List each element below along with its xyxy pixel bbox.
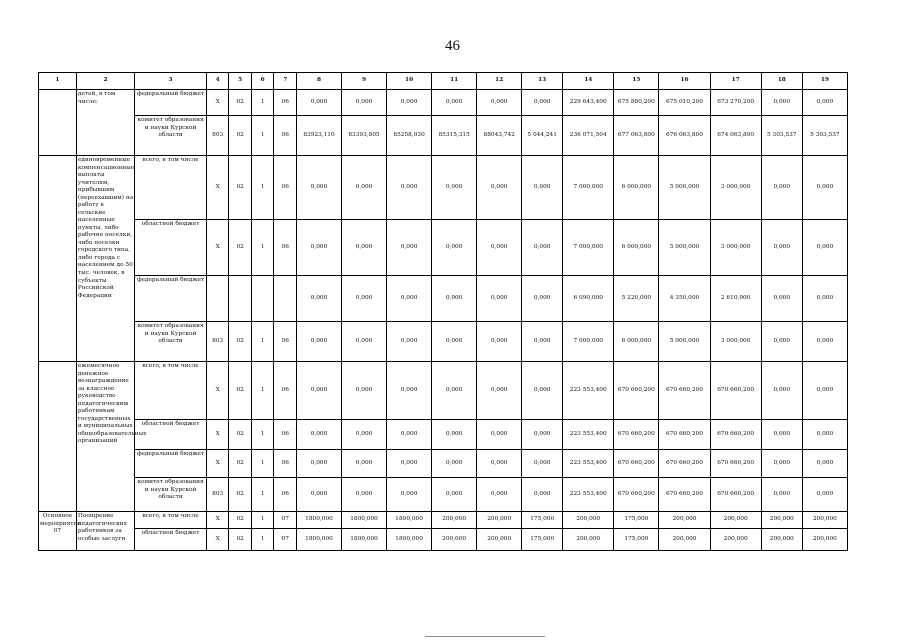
value-cell: 0,000: [761, 420, 802, 450]
value-cell: 6 000,000: [614, 220, 659, 276]
table-row: [39, 156, 848, 220]
value-cell: 7 000,000: [563, 322, 614, 362]
value-cell: 200,000: [432, 529, 477, 551]
value-cell: 200,000: [477, 529, 522, 551]
value-cell: 07: [274, 512, 297, 529]
value-cell: 200,000: [659, 512, 710, 529]
value-cell: 670 660,200: [710, 420, 761, 450]
value-cell: 6 090,000: [563, 276, 614, 322]
value-cell: 0,000: [761, 276, 802, 322]
column-header-6: 6: [251, 73, 274, 90]
value-cell: 1: [251, 116, 274, 156]
value-cell: 0,000: [802, 322, 847, 362]
value-cell: 0,000: [387, 450, 432, 478]
footer-rule: [425, 636, 545, 637]
column-header-14: 14: [563, 73, 614, 90]
value-cell: 06: [274, 156, 297, 220]
value-cell: 6 000,000: [614, 322, 659, 362]
value-cell: 0,000: [761, 450, 802, 478]
value-cell: 6 000,000: [614, 156, 659, 220]
funding-source: всего, в том числе: [135, 512, 207, 529]
value-cell: 0,000: [802, 478, 847, 512]
table-row: [39, 450, 848, 478]
funding-source: областной бюджет: [135, 220, 207, 276]
value-cell: 0,000: [522, 362, 563, 420]
value-cell: [206, 276, 229, 322]
value-cell: 07: [274, 529, 297, 551]
value-cell: 0,000: [761, 220, 802, 276]
value-cell: 223 553,400: [563, 420, 614, 450]
value-cell: 1: [251, 322, 274, 362]
value-cell: 02: [229, 478, 252, 512]
value-cell: 1800,000: [387, 529, 432, 551]
value-cell: 0,000: [477, 156, 522, 220]
value-cell: [229, 276, 252, 322]
value-cell: 5 000,000: [659, 322, 710, 362]
column-header-15: 15: [614, 73, 659, 90]
value-cell: 0,000: [761, 90, 802, 116]
value-cell: 0,000: [387, 478, 432, 512]
value-cell: 06: [274, 116, 297, 156]
table-row: [39, 478, 848, 512]
value-cell: 0,000: [342, 362, 387, 420]
value-cell: 200,000: [477, 512, 522, 529]
value-cell: 0,000: [387, 420, 432, 450]
value-cell: 200,000: [802, 512, 847, 529]
value-cell: 0,000: [477, 322, 522, 362]
value-cell: 02: [229, 322, 252, 362]
activity-description: единовременные компенсационные выплаты учителям, прибывшим (переехавшим) на работу в сельские населенные пункты, либо рабочие поселки, либо поселки городского типа, либо города с населением до 50 тыс. человек, в субъекты Российской Федерации: [76, 156, 134, 362]
header-row: [39, 73, 848, 90]
activity-label: Основное мероприятие 07: [39, 512, 77, 551]
funding-source: областной бюджет: [135, 420, 207, 450]
activity-cell: [39, 90, 77, 156]
budget-table: [38, 72, 848, 551]
value-cell: 1: [251, 512, 274, 529]
page-number: 46: [445, 38, 460, 54]
value-cell: 85258,030: [387, 116, 432, 156]
column-header-12: 12: [477, 73, 522, 90]
value-cell: 1: [251, 362, 274, 420]
value-cell: 670 660,200: [614, 478, 659, 512]
value-cell: [251, 276, 274, 322]
value-cell: 06: [274, 90, 297, 116]
value-cell: 0,000: [432, 322, 477, 362]
value-cell: 0,000: [432, 362, 477, 420]
value-cell: 223 553,400: [563, 362, 614, 420]
value-cell: 0,000: [802, 156, 847, 220]
value-cell: 5 220,000: [614, 276, 659, 322]
table-row: [39, 529, 848, 551]
value-cell: 2 610,000: [710, 276, 761, 322]
column-header-1: 1: [39, 73, 77, 90]
value-cell: 02: [229, 512, 252, 529]
value-cell: 02: [229, 420, 252, 450]
value-cell: 1: [251, 450, 274, 478]
value-cell: 0,000: [477, 478, 522, 512]
value-cell: 675 010,200: [659, 90, 710, 116]
value-cell: 670 660,200: [659, 450, 710, 478]
column-header-13: 13: [522, 73, 563, 90]
column-header-19: 19: [802, 73, 847, 90]
value-cell: 3 000,000: [710, 322, 761, 362]
value-cell: 0,000: [342, 90, 387, 116]
value-cell: 673 270,200: [710, 90, 761, 116]
column-header-9: 9: [342, 73, 387, 90]
value-cell: 803: [206, 322, 229, 362]
value-cell: 85315,315: [432, 116, 477, 156]
value-cell: 06: [274, 322, 297, 362]
table-row: [39, 220, 848, 276]
value-cell: 5 000,000: [659, 156, 710, 220]
value-cell: 200,000: [761, 512, 802, 529]
value-cell: 5 000,000: [659, 220, 710, 276]
column-header-7: 7: [274, 73, 297, 90]
column-header-11: 11: [432, 73, 477, 90]
value-cell: 0,000: [296, 220, 341, 276]
value-cell: 200,000: [802, 529, 847, 551]
funding-source: комитет образования и науки Курской области: [135, 116, 207, 156]
value-cell: 3 000,000: [710, 220, 761, 276]
value-cell: 3 000,000: [710, 156, 761, 220]
value-cell: 0,000: [296, 450, 341, 478]
value-cell: 200,000: [563, 512, 614, 529]
value-cell: 1800,000: [342, 512, 387, 529]
value-cell: 0,000: [342, 420, 387, 450]
value-cell: 0,000: [432, 90, 477, 116]
value-cell: 0,000: [522, 450, 563, 478]
table-row: [39, 90, 848, 116]
value-cell: 175,000: [522, 512, 563, 529]
value-cell: 675 880,200: [614, 90, 659, 116]
value-cell: 0,000: [761, 362, 802, 420]
value-cell: 02: [229, 116, 252, 156]
value-cell: 0,000: [522, 276, 563, 322]
value-cell: 0,000: [342, 478, 387, 512]
value-cell: 223 553,400: [563, 478, 614, 512]
funding-source: комитет образования и науки Курской области: [135, 478, 207, 512]
value-cell: Х: [206, 420, 229, 450]
value-cell: 0,000: [432, 478, 477, 512]
value-cell: 670 660,200: [614, 450, 659, 478]
value-cell: 0,000: [387, 276, 432, 322]
value-cell: 0,000: [761, 322, 802, 362]
activity-cell: [39, 362, 77, 512]
value-cell: 0,000: [296, 362, 341, 420]
value-cell: 7 000,000: [563, 156, 614, 220]
value-cell: Х: [206, 529, 229, 551]
value-cell: 0,000: [477, 220, 522, 276]
value-cell: 223 553,400: [563, 450, 614, 478]
value-cell: 02: [229, 362, 252, 420]
activity-description: детей, в том числе:: [76, 90, 134, 156]
funding-source: федеральный бюджет: [135, 276, 207, 322]
value-cell: 200,000: [710, 512, 761, 529]
value-cell: Х: [206, 220, 229, 276]
value-cell: 06: [274, 220, 297, 276]
value-cell: 0,000: [342, 322, 387, 362]
value-cell: 0,000: [477, 90, 522, 116]
value-cell: 670 660,200: [659, 362, 710, 420]
value-cell: 670 660,200: [710, 478, 761, 512]
value-cell: Х: [206, 512, 229, 529]
value-cell: 0,000: [477, 420, 522, 450]
value-cell: 1800,000: [387, 512, 432, 529]
value-cell: 670 660,200: [710, 362, 761, 420]
value-cell: 0,000: [802, 420, 847, 450]
value-cell: 0,000: [296, 276, 341, 322]
value-cell: 0,000: [802, 220, 847, 276]
value-cell: 0,000: [477, 362, 522, 420]
value-cell: 200,000: [761, 529, 802, 551]
value-cell: 02: [229, 90, 252, 116]
value-cell: 0,000: [342, 220, 387, 276]
value-cell: 0,000: [296, 156, 341, 220]
value-cell: 5 044,241: [522, 116, 563, 156]
value-cell: 0,000: [387, 322, 432, 362]
column-header-3: 3: [135, 73, 207, 90]
value-cell: 1: [251, 478, 274, 512]
value-cell: 06: [274, 362, 297, 420]
value-cell: 0,000: [802, 276, 847, 322]
value-cell: 1: [251, 156, 274, 220]
value-cell: 0,000: [802, 90, 847, 116]
value-cell: 200,000: [710, 529, 761, 551]
value-cell: 236 071,504: [563, 116, 614, 156]
value-cell: 229 643,400: [563, 90, 614, 116]
value-cell: 670 660,200: [710, 450, 761, 478]
value-cell: 0,000: [432, 276, 477, 322]
value-cell: 1: [251, 90, 274, 116]
value-cell: Х: [206, 450, 229, 478]
value-cell: 06: [274, 450, 297, 478]
value-cell: 02: [229, 156, 252, 220]
value-cell: 0,000: [522, 90, 563, 116]
column-header-5: 5: [229, 73, 252, 90]
value-cell: 06: [274, 478, 297, 512]
value-cell: Х: [206, 90, 229, 116]
column-header-2: 2: [76, 73, 134, 90]
value-cell: 670 660,200: [614, 362, 659, 420]
value-cell: 0,000: [387, 362, 432, 420]
table-row: [39, 322, 848, 362]
value-cell: 0,000: [432, 156, 477, 220]
column-header-18: 18: [761, 73, 802, 90]
value-cell: 0,000: [387, 156, 432, 220]
value-cell: 175,000: [614, 512, 659, 529]
value-cell: 0,000: [522, 220, 563, 276]
funding-source: комитет образования и науки Курской области: [135, 322, 207, 362]
value-cell: 5 303,537: [802, 116, 847, 156]
value-cell: 677 063,800: [614, 116, 659, 156]
column-header-8: 8: [296, 73, 341, 90]
value-cell: 200,000: [432, 512, 477, 529]
activity-description: ежемесячное денежное вознаграждение за классное руководство педагогическим работникам государственных и муниципальных общеобразовательных организаций: [76, 362, 134, 512]
value-cell: 670 660,200: [659, 478, 710, 512]
funding-source: всего, в том числе: [135, 362, 207, 420]
table-row: [39, 362, 848, 420]
value-cell: 0,000: [342, 156, 387, 220]
value-cell: 88043,742: [477, 116, 522, 156]
value-cell: 7 000,000: [563, 220, 614, 276]
column-header-17: 17: [710, 73, 761, 90]
table-row: [39, 420, 848, 450]
activity-description: Поощрение педагогических работников за особые заслуги: [76, 512, 134, 551]
value-cell: 0,000: [761, 156, 802, 220]
value-cell: 676 063,800: [659, 116, 710, 156]
value-cell: 0,000: [432, 220, 477, 276]
value-cell: 0,000: [522, 156, 563, 220]
value-cell: 83393,805: [342, 116, 387, 156]
value-cell: 0,000: [522, 478, 563, 512]
column-header-16: 16: [659, 73, 710, 90]
table-row: [39, 512, 848, 529]
value-cell: 1800,000: [296, 529, 341, 551]
value-cell: 200,000: [659, 529, 710, 551]
value-cell: 0,000: [802, 362, 847, 420]
value-cell: 06: [274, 420, 297, 450]
value-cell: 0,000: [387, 220, 432, 276]
value-cell: 803: [206, 478, 229, 512]
value-cell: 1: [251, 529, 274, 551]
column-header-4: 4: [206, 73, 229, 90]
value-cell: 0,000: [387, 90, 432, 116]
value-cell: 0,000: [432, 420, 477, 450]
activity-cell: [39, 156, 77, 362]
funding-source: областной бюджет: [135, 529, 207, 551]
value-cell: 1: [251, 420, 274, 450]
funding-source: федеральный бюджет: [135, 90, 207, 116]
value-cell: 0,000: [432, 450, 477, 478]
value-cell: 02: [229, 529, 252, 551]
value-cell: 1: [251, 220, 274, 276]
value-cell: 1800,000: [296, 512, 341, 529]
value-cell: 0,000: [522, 420, 563, 450]
table-row: [39, 276, 848, 322]
value-cell: 175,000: [522, 529, 563, 551]
value-cell: 1800,000: [342, 529, 387, 551]
value-cell: 674 063,800: [710, 116, 761, 156]
value-cell: 0,000: [802, 450, 847, 478]
value-cell: 0,000: [522, 322, 563, 362]
value-cell: Х: [206, 156, 229, 220]
value-cell: 0,000: [342, 276, 387, 322]
value-cell: 0,000: [296, 322, 341, 362]
value-cell: 0,000: [296, 90, 341, 116]
value-cell: 803: [206, 116, 229, 156]
value-cell: 4 350,000: [659, 276, 710, 322]
value-cell: 0,000: [477, 450, 522, 478]
value-cell: 0,000: [296, 478, 341, 512]
value-cell: 0,000: [342, 450, 387, 478]
value-cell: 175,000: [614, 529, 659, 551]
value-cell: 83923,110: [296, 116, 341, 156]
value-cell: [274, 276, 297, 322]
value-cell: 0,000: [296, 420, 341, 450]
value-cell: 0,000: [477, 276, 522, 322]
value-cell: 670 660,200: [659, 420, 710, 450]
value-cell: 670 660,200: [614, 420, 659, 450]
value-cell: 0,000: [761, 478, 802, 512]
funding-source: федеральный бюджет: [135, 450, 207, 478]
column-header-10: 10: [387, 73, 432, 90]
value-cell: 200,000: [563, 529, 614, 551]
value-cell: Х: [206, 362, 229, 420]
value-cell: 02: [229, 220, 252, 276]
value-cell: 5 303,537: [761, 116, 802, 156]
funding-source: всего, в том числе: [135, 156, 207, 220]
value-cell: 02: [229, 450, 252, 478]
table-row: [39, 116, 848, 156]
